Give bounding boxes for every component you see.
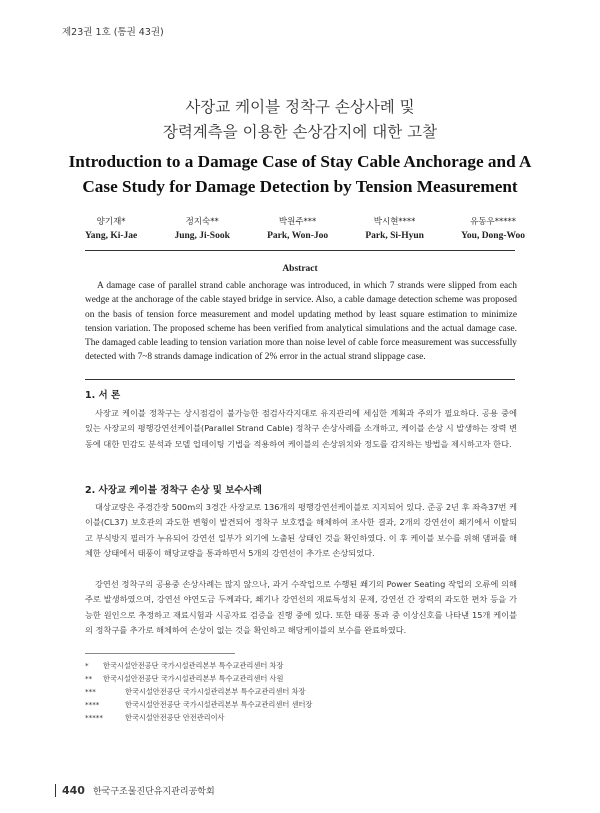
author-name-ko: 박원주*** [278,217,317,227]
korean-title-line-1: 사장교 케이블 정착구 손상사례 및 [185,98,415,116]
author-name-en: You, Dong-Woo [461,231,525,241]
footer-divider [55,784,56,797]
footnote-text: 한국시설안전공단 안전관리이사 [125,713,225,722]
footnote-text: 한국시설안전공단 국가시설관리본부 특수교관리센터 차장 [103,661,284,670]
author-name-en: Yang, Ki-Jae [85,231,138,241]
english-title-line-1: Introduction to a Damage Case of Stay Cable Anchorage and A [68,152,532,171]
author-name-ko: 박시현**** [373,217,416,227]
footnote-mark: *** [85,687,96,696]
footnote-mark: ***** [85,713,103,722]
english-title-line-2: Case Study for Damage Detection by Tension Measurement [82,177,518,196]
footnote [85,686,305,698]
korean-title-line-2: 장력계측을 이용한 손상감지에 대한 고찰 [162,123,438,141]
author [85,215,137,241]
author-name-ko: 정지숙** [185,217,219,227]
abstract-body: A damage case of parallel strand cable anchorage was introduced, in which 7 strands were slipped from each wedge at the anchorage of the cable stayed bridge in service. Also, a cable damage detection scheme was proposed on the basis of tension force measurement and model updating method by least square estimation to minimize tension variation. The proposed scheme has been verified from analytical simulations and the actual damage case. The damaged cable leading to tension variation more than noise level of cable force measurement was successfully detected with 7~8 strands damage indication of 2% error in the actual strand slippage case. [85,281,517,363]
section-heading-damage-case: 2. 사장교 케이블 정착구 손상 및 보수사례 [85,485,262,496]
footnote [85,673,283,685]
abstract-heading: Abstract [282,264,318,274]
footnote-text: 한국시설안전공단 국가시설관리본부 특수교관리센터 사원 [103,674,284,683]
footnote [85,699,312,711]
author-name-en: Park, Si-Hyun [365,231,424,241]
author-list [85,215,525,241]
introduction-paragraph: 사장교 케이블 정착구는 상시점검이 불가능한 점검사각지대로 유지관리에 세심한 계획과 주의가 필요하다. 공용 중에 있는 사장교의 평행강연선케이블(Parallel Strand Cable) 정착구 손상사례를 소개하고, 케이블 손상 시 발생하는 장력 변동에 대한 민감도 분석과 모델 업데이팅 기법을 적용하여 케이블의 손상위치와 정도를 감지하는 방법을 제시하고자 한다. [85,408,517,449]
footnote-text: 한국시설안전공단 국가시설관리본부 특수교관리센터 차장 [125,687,306,696]
section-heading-introduction: 1. 서 론 [85,390,121,401]
author-name-ko: 양기재* [96,217,126,227]
author-name-en: Jung, Ji-Sook [174,231,230,241]
footnote-rule [85,653,235,654]
journal-name: 한국구조물진단유지관리공학회 [92,787,215,797]
footnote-text: 한국시설안전공단 국가시설관리본부 특수교관리센터 센터장 [125,700,313,709]
author [461,215,525,241]
author [267,215,328,241]
footnote-mark: * [85,661,89,670]
abstract-bottom-rule [85,379,515,380]
footnote [85,712,225,724]
author-name-en: Park, Won-Joo [267,231,329,241]
abstract-top-rule [85,250,515,251]
author [174,215,229,241]
footnote [85,660,283,672]
author [365,215,424,241]
running-head: 제23권 1호 (통권 43권) [62,27,164,38]
footnote-mark: **** [85,700,100,709]
author-name-ko: 유동우***** [470,217,516,227]
footnote-mark: ** [85,674,93,683]
page-number: 440 [62,784,85,797]
damage-case-paragraph-1: 대상교량은 주경간장 500m의 3경간 사장교로 136개의 평행강연선케이블로 지지되어 있다. 준공 2년 후 좌측37번 케이블(CL37) 보호관의 과도한 변형이 발견되어 정착구 보호캡을 해체하여 조사한 결과, 2개의 강연선이 쐐기에서 이탈되고 부식방지 필러가 누유되어 강연선 일부가 외기에 노출된 상태인 것을 확인하였다. 이 후 케이블 보수를 위해 댐퍼를 해체한 상태에서 태풍이 해당교량을 통과하면서 5개의 강연선이 추가로 손상되었다. [85,502,517,559]
damage-case-paragraph-2: 강연선 정착구의 공용중 손상사례는 많지 않으나, 과거 수작업으로 수행된 쐐기의 Power Seating 작업의 오류에 의해 주로 발생하였으며, 강연선 야연도금 두께과다, 쐐기나 강연선의 재료특성치 문제, 강연선 간 장력의 과도한 편차 등을 가능한 원인으로 추정하고 재료시험과 시공자료 검증을 진행 중에 있다. 또한 태풍 통과 중 이상신호를 나타낸 15개 케이블의 정착구를 추가로 해체하여 손상이 없는 것을 확인하고 해당케이블의 보수를 완료하였다. [85,579,517,636]
page-footer [55,784,215,797]
